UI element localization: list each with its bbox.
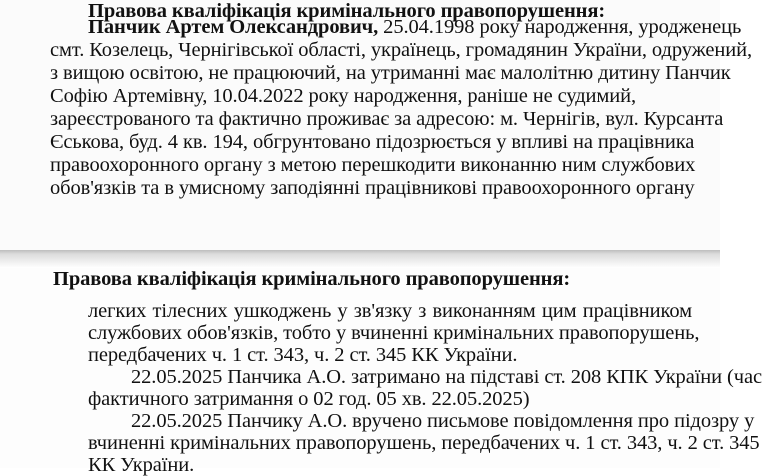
text-line: вчиненні кримінальних правопорушень, передбачених ч. 1 ст. 343, ч. 2 ст. 345 [88, 432, 760, 454]
text-line: Софію Артемівну, 10.04.2022 року народження, раніше не судимий, [50, 85, 637, 107]
text-line: КК України. [88, 454, 195, 476]
suspect-birth-text: 25.04.1998 року народження, уродженець [378, 16, 742, 38]
text-line: Єськова, буд. 4 кв. 194, обгрунтовано підозрюється у впливі на працівника [50, 131, 695, 153]
heading-partial: Правова кваліфікація кримінального правопорушення: [88, 0, 606, 22]
section-heading: Правова кваліфікація кримінального правопорушення: [53, 268, 571, 290]
text-line: легких тілесних ушкоджень у зв'язку з виконанням цим працівником [88, 300, 692, 322]
suspect-name: Панчик Артем Олександрович, [88, 16, 379, 38]
text-line: зареєстрованого та фактично проживає за адресою: м. Чернігів, вул. Курсанта [50, 108, 724, 130]
text-line: передбачених ч. 1 ст. 343, ч. 2 ст. 345 КК України. [88, 344, 518, 366]
text-line: правоохоронного органу з метою перешкодити виконанню ним службових [50, 154, 696, 176]
document-fragment-bottom [0, 268, 762, 476]
page-break-gap [0, 250, 720, 268]
text-line: службових обов'язків, тобто у вчиненні кримінальних правопорушень, [88, 322, 700, 344]
text-line: 22.05.2025 Панчика А.О. затримано на підставі ст. 208 КПК України (час [131, 366, 762, 388]
text-line: фактичного затримання о 02 год. 05 хв. 22.05.2025) [88, 388, 530, 410]
text-line: обов'язків та в умисному заподіянні працівникові правоохоронного органу [50, 177, 695, 199]
text-line: смт. Козелець, Чернігівської області, українець, громадянин України, одружений, [50, 39, 753, 61]
text-line: з вищою освітою, не працюючий, на утриманні має малолітню дитину Панчик [50, 62, 731, 84]
text-line: 22.05.2025 Панчику А.О. вручено письмове повідомлення про підозру у [131, 410, 755, 432]
suspect-line [88, 16, 742, 38]
